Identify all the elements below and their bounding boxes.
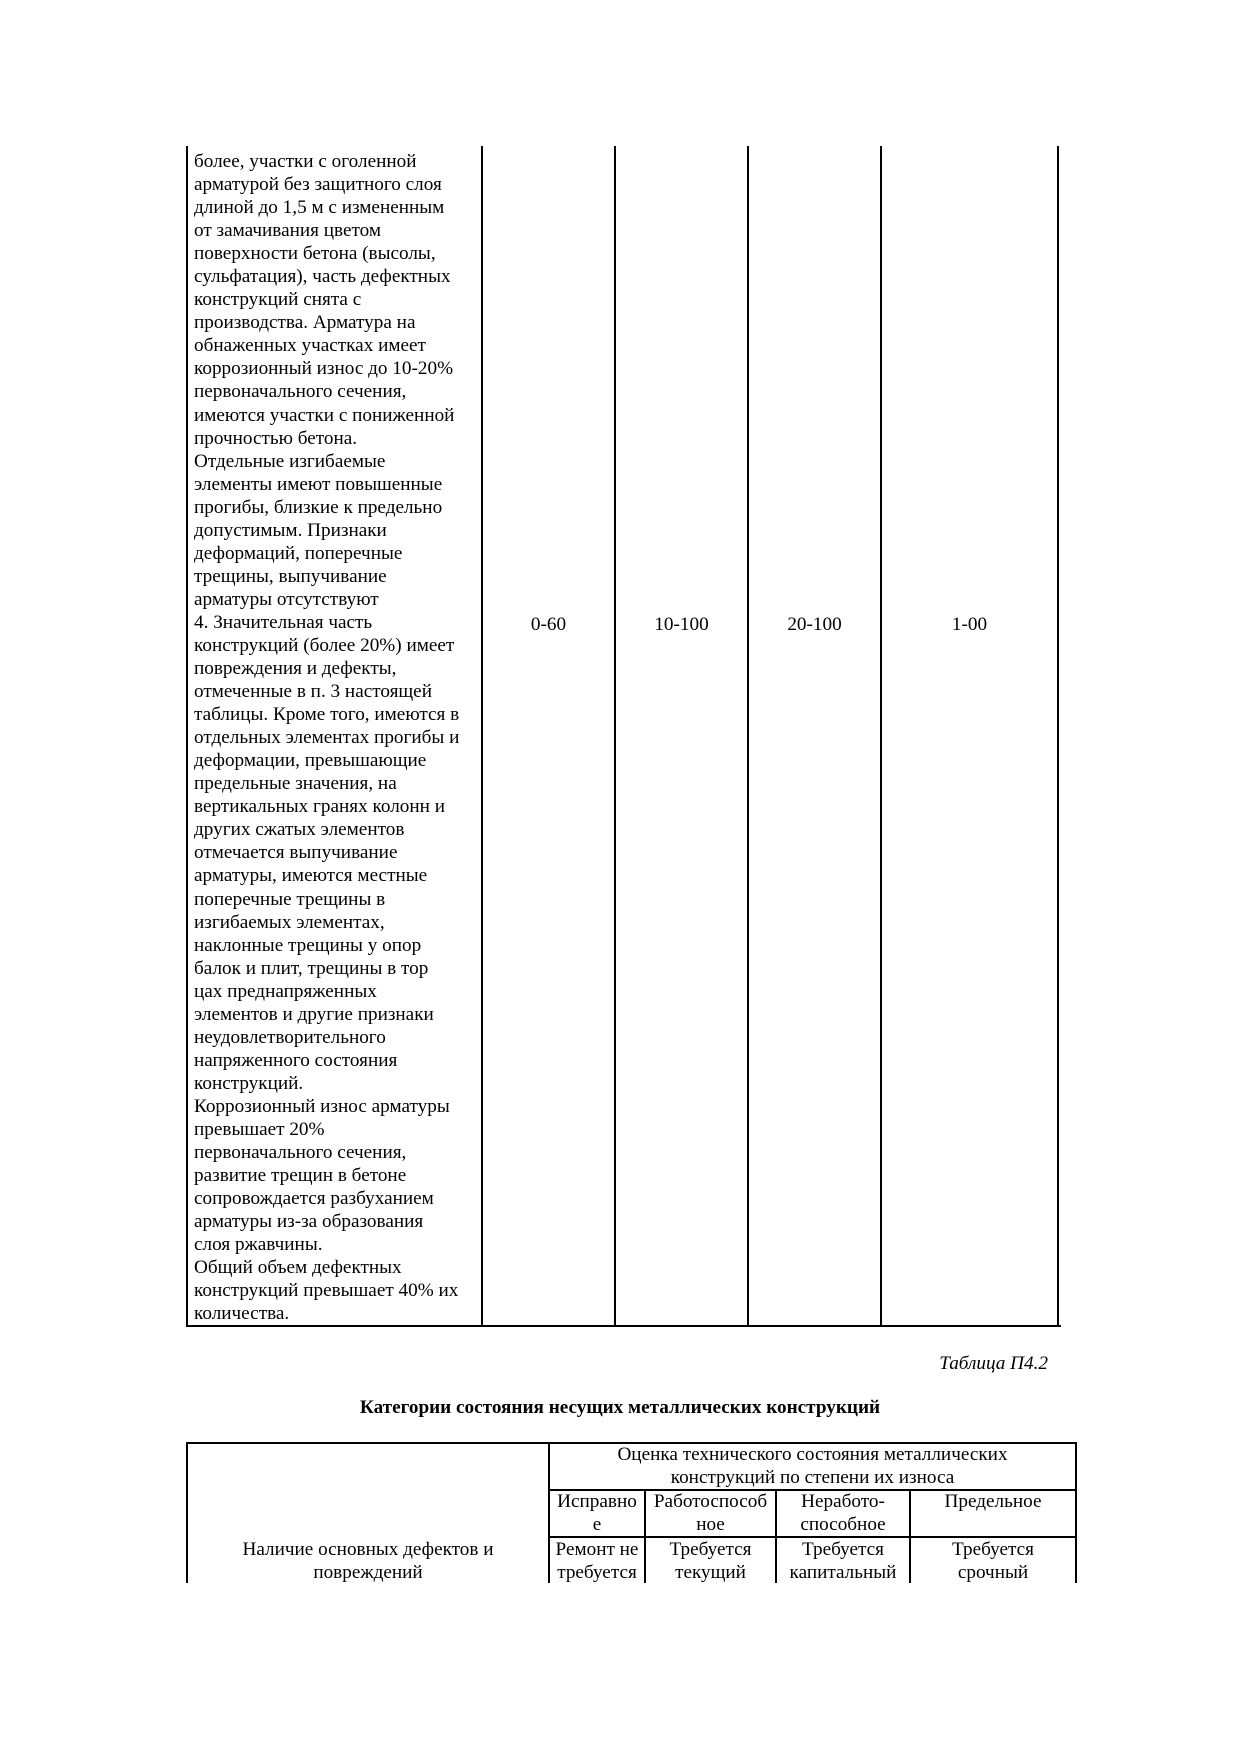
table-border — [186, 146, 188, 1327]
table-border — [880, 146, 882, 1327]
repair-cell: Требуется капитальный — [789, 1539, 897, 1583]
value-cell: 1-00 — [951, 614, 988, 635]
defect-description: более, участки с оголенной арматурой без защитного слоя длиной до 1,5 м с измененным от замачивания цветом поверхности бетона (высолы, сульфатация), часть дефектных конструкций снята с производства. Арматура на обнаженных участках имеет коррозионный износ до 10-20% первоначального сечения, имеются участки с пониженной прочностью бетона. Отдельные изгибаемые элементы имеют повышенные прогибы, близкие к предельно допустимым. Признаки деформаций, поперечные трещины, выпучивание арматуры отсутствуют 4. Значительная часть конструкций (более 20%) имеет повреждения и дефекты, отмеченные в п. 3 настоящей таблицы. Кроме того, имеются в отдельных элементах прогибы и деформации, превышающие предельные значения, на вертикальных гранях колонн и других сжатых элементов отмечается выпучивание арматуры, имеются местные поперечные трещины в изгибаемых элементах, наклонные трещины у опор балок и плит, трещины в тор цах преднапряженных элементов и другие признаки неудовлетворительного напряженного состояния конструкций. Коррозионный износ арматуры превышает 20% первоначального сечения, развитие трещин в бетоне сопровождается разбуханием арматуры из-за образования слоя ржавчины. Общий объем дефектных конструкций превышает 40% их количества. — [194, 151, 460, 1325]
table-caption: Таблица П4.2 — [939, 1353, 1048, 1374]
category-cell: Исправно е — [557, 1491, 637, 1535]
repair-cell: Требуется срочный — [952, 1539, 1034, 1583]
row-header-cell: Наличие основных дефектов и повреждений — [242, 1539, 494, 1583]
value-cell: 20-100 — [787, 614, 842, 635]
table-title: Категории состояния несущих металлических конструкций — [359, 1397, 881, 1418]
table-border — [747, 146, 749, 1327]
table-border — [1057, 146, 1059, 1327]
value-cell: 10-100 — [654, 614, 709, 635]
metal-structures-table — [186, 1442, 1077, 1583]
table-border — [614, 146, 616, 1327]
repair-cell: Ремонт не требуется — [555, 1539, 639, 1583]
category-cell: Работоспособ ное — [653, 1491, 768, 1535]
value-cell: 0-60 — [530, 614, 567, 635]
group-header-cell: Оценка технического состояния металлических конструкций по степени их износа — [617, 1444, 1008, 1488]
category-cell: Предельное — [944, 1491, 1042, 1512]
category-cell: Неработо- способное — [800, 1491, 886, 1535]
table-border — [1075, 1442, 1077, 1583]
repair-cell: Требуется текущий — [669, 1539, 752, 1583]
condition-table-continuation — [186, 146, 1061, 1327]
